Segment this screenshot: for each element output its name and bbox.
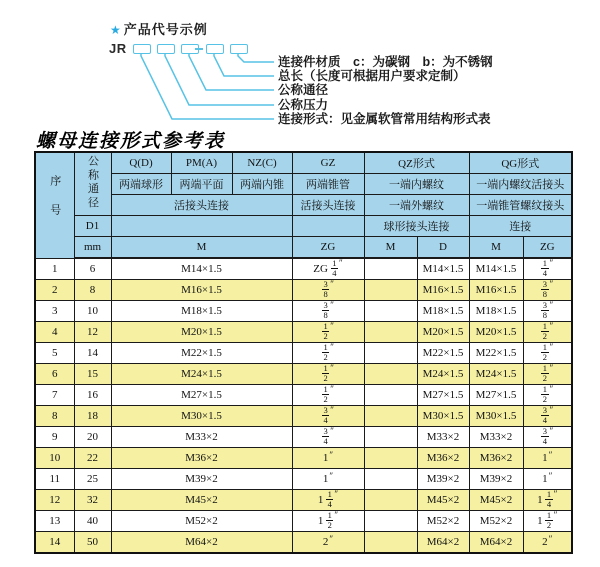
fraction: $\frac{3}{4}$ — [323, 405, 328, 425]
cell-thread-m: M64×2 — [111, 532, 292, 554]
header-row-forms — [35, 152, 572, 174]
header-conn-qz: 一端外螺纹 — [364, 195, 469, 216]
header-d1: D1 — [74, 216, 111, 237]
cell-qg-zg — [523, 343, 572, 364]
cell-qg-m: M33×2 — [469, 427, 523, 448]
fraction: $\frac{1}{4}$ — [546, 489, 552, 509]
fraction: $\frac{3}{8}$ — [323, 300, 328, 320]
cell-qz-d: M14×1.5 — [417, 258, 469, 280]
table-row — [35, 301, 572, 322]
cell-qg-m: M16×1.5 — [469, 280, 523, 301]
fraction: $\frac{1}{4}$ — [327, 489, 332, 509]
header-form-qz: QZ形式 — [364, 152, 469, 174]
cell-qz-m — [364, 301, 417, 322]
cell-qz-m — [364, 406, 417, 427]
cell-dn: 10 — [74, 301, 111, 322]
table-row — [35, 280, 572, 301]
header-mm: mm — [74, 237, 111, 259]
table-row — [35, 448, 572, 469]
header-row-desc — [35, 174, 572, 195]
cell-gz — [292, 364, 364, 385]
cell-qg-m: M45×2 — [469, 490, 523, 511]
header-nominal-diameter: 公称通径 — [74, 152, 111, 216]
cell-qg-m: M18×1.5 — [469, 301, 523, 322]
cell-dn: 20 — [74, 427, 111, 448]
cell-qg-m: M22×1.5 — [469, 343, 523, 364]
header-row-d1 — [35, 216, 572, 237]
cell-qz-m — [364, 364, 417, 385]
cell-qg-m: M36×2 — [469, 448, 523, 469]
cell-qg-m: M20×1.5 — [469, 322, 523, 343]
cell-dn: 8 — [74, 280, 111, 301]
fraction: $\frac{3}{4}$ — [542, 405, 548, 425]
cell-seq: 8 — [35, 406, 74, 427]
table-row — [35, 511, 572, 532]
cell-qg-zg: 1 $\frac{1}{2}$ ″ — [523, 511, 572, 532]
cell-qz-m — [364, 511, 417, 532]
inch-mark: ″ — [549, 342, 554, 352]
cell-qz-d: M20×1.5 — [417, 322, 469, 343]
cell-thread-m: M22×1.5 — [111, 343, 292, 364]
fraction: $\frac{3}{8}$ — [542, 300, 548, 320]
inch-mark: ″ — [549, 258, 554, 268]
cell-thread-m: M45×2 — [111, 490, 292, 511]
fraction: $\frac{3}{4}$ — [323, 426, 328, 446]
inch-mark: ″ — [549, 300, 554, 310]
fraction: $\frac{1}{2}$ — [323, 342, 328, 362]
fraction: $\frac{3}{8}$ — [542, 279, 548, 299]
code-prefix: JR — [109, 41, 127, 56]
inch-mark: ″ — [330, 300, 334, 310]
cell-dn: 40 — [74, 511, 111, 532]
cell-qz-m — [364, 322, 417, 343]
cell-dn: 32 — [74, 490, 111, 511]
cell-seq: 2 — [35, 280, 74, 301]
cell-thread-m: M27×1.5 — [111, 385, 292, 406]
cell-qz-d: M18×1.5 — [417, 301, 469, 322]
cell-seq: 10 — [35, 448, 74, 469]
cell-qz-d: M16×1.5 — [417, 280, 469, 301]
cell-qg-zg — [523, 258, 572, 280]
cell-qz-m — [364, 258, 417, 280]
cell-thread-m: M24×1.5 — [111, 364, 292, 385]
fraction: $\frac{3}{8}$ — [323, 279, 328, 299]
header-desc-qd: 两端球形 — [111, 174, 171, 195]
fraction: $\frac{1}{2}$ — [546, 510, 552, 530]
cell-gz — [292, 385, 364, 406]
cell-gz: 1 $\frac{1}{4}$ ″ — [292, 490, 364, 511]
callout-label-diameter: 公称通径 — [278, 83, 329, 97]
inch-mark: ″ — [548, 471, 553, 481]
cell-dn: 14 — [74, 343, 111, 364]
cell-seq: 13 — [35, 511, 74, 532]
cell-qg-m: M30×1.5 — [469, 406, 523, 427]
fraction: $\frac{1}{2}$ — [323, 363, 328, 383]
fraction: $\frac{1}{2}$ — [323, 384, 328, 404]
inch-mark: ″ — [549, 426, 554, 436]
cell-seq: 9 — [35, 427, 74, 448]
table-row — [35, 490, 572, 511]
cell-qz-d: M33×2 — [417, 427, 469, 448]
fraction: $\frac{1}{4}$ — [542, 258, 548, 278]
inch-mark: ″ — [330, 342, 334, 352]
cell-qz-d: M30×1.5 — [417, 406, 469, 427]
cell-qz-d: M27×1.5 — [417, 385, 469, 406]
cell-qg-m: M14×1.5 — [469, 258, 523, 280]
inch-mark: ″ — [330, 405, 334, 415]
cell-gz: 2″ — [292, 532, 364, 554]
header-desc-qg: 一端内螺纹活接头 — [469, 174, 572, 195]
table-row — [35, 469, 572, 490]
cell-qz-d: M22×1.5 — [417, 343, 469, 364]
cell-dn: 25 — [74, 469, 111, 490]
cell-gz — [292, 406, 364, 427]
cell-qz-d: M52×2 — [417, 511, 469, 532]
inch-mark: ″ — [330, 321, 334, 331]
cell-dn: 18 — [74, 406, 111, 427]
cell-qz-d: M24×1.5 — [417, 364, 469, 385]
cell-gz — [292, 427, 364, 448]
header-desc-qz: 一端内螺纹 — [364, 174, 469, 195]
callout-label-connection: 连接形式：见金属软管常用结构形式表 — [278, 112, 491, 126]
cell-seq: 5 — [35, 343, 74, 364]
fraction: $\frac{1}{2}$ — [542, 384, 548, 404]
inch-mark: ″ — [330, 363, 334, 373]
cell-thread-m: M18×1.5 — [111, 301, 292, 322]
cell-qg-zg — [523, 406, 572, 427]
cell-thread-m: M52×2 — [111, 511, 292, 532]
cell-seq: 3 — [35, 301, 74, 322]
table-row — [35, 258, 572, 280]
table-row — [35, 385, 572, 406]
cell-gz: 1 $\frac{1}{2}$ ″ — [292, 511, 364, 532]
header-unit-qg-zg: ZG — [523, 237, 572, 259]
table-row — [35, 406, 572, 427]
inch-mark: ″ — [330, 426, 334, 436]
header-form-gz: GZ — [292, 152, 364, 174]
inch-mark: ″ — [329, 471, 334, 481]
cell-thread-m: M39×2 — [111, 469, 292, 490]
table-row — [35, 427, 572, 448]
fraction: $\frac{1}{2}$ — [323, 321, 328, 341]
cell-gz — [292, 343, 364, 364]
table-row — [35, 364, 572, 385]
cell-dn: 15 — [74, 364, 111, 385]
fraction: $\frac{1}{2}$ — [327, 510, 332, 530]
cell-qz-d: M45×2 — [417, 490, 469, 511]
cell-seq: 11 — [35, 469, 74, 490]
header-desc-gz: 两端锥管 — [292, 174, 364, 195]
header-conn-qg: 一端锥管螺纹接头 — [469, 195, 572, 216]
cell-dn: 6 — [74, 258, 111, 280]
cell-qg-m: M64×2 — [469, 532, 523, 554]
header-unit-qz-d: D — [417, 237, 469, 259]
cell-seq: 14 — [35, 532, 74, 554]
header-conn2-qz: 球形接头连接 — [364, 216, 469, 237]
cell-qz-m — [364, 427, 417, 448]
header-d1-empty-gz — [292, 216, 364, 237]
page-title: 螺母连接形式参考表 — [36, 131, 226, 152]
callout-label-material: 连接件材质 c：为碳钢 b：为不锈钢 — [278, 55, 493, 69]
header-conn-gz: 活接头连接 — [292, 195, 364, 216]
cell-seq: 1 — [35, 258, 74, 280]
header-form-qd: Q(D) — [111, 152, 171, 174]
cell-qg-zg — [523, 385, 572, 406]
cell-qg-zg — [523, 364, 572, 385]
cell-qz-m — [364, 448, 417, 469]
header-unit-zg: ZG — [292, 237, 364, 259]
header-desc-nzc: 两端内锥 — [232, 174, 292, 195]
table-row — [35, 532, 572, 554]
cell-thread-m: M36×2 — [111, 448, 292, 469]
table-body — [35, 258, 572, 553]
diagram-heading-text: 产品代号示例 — [123, 22, 208, 37]
inch-mark: ″ — [330, 384, 334, 394]
cell-seq: 6 — [35, 364, 74, 385]
fraction: $\frac{1}{2}$ — [542, 363, 548, 383]
header-conn-union: 活接头连接 — [111, 195, 292, 216]
inch-mark: ″ — [338, 258, 343, 268]
header-d1-empty-m — [111, 216, 292, 237]
star-icon: ★ — [110, 23, 122, 37]
cell-qg-zg: 1″ — [523, 469, 572, 490]
header-desc-pma: 两端平面 — [171, 174, 232, 195]
header-unit-qz-m: M — [364, 237, 417, 259]
fraction: $\frac{1}{2}$ — [542, 321, 548, 341]
cell-qz-m — [364, 280, 417, 301]
header-unit-qg-m: M — [469, 237, 523, 259]
inch-mark: ″ — [334, 510, 339, 520]
cell-qg-m: M39×2 — [469, 469, 523, 490]
cell-qg-m: M24×1.5 — [469, 364, 523, 385]
cell-qz-m — [364, 490, 417, 511]
cell-qg-zg — [523, 301, 572, 322]
cell-dn: 12 — [74, 322, 111, 343]
cell-gz — [292, 280, 364, 301]
cell-qz-d: M64×2 — [417, 532, 469, 554]
cell-gz — [292, 301, 364, 322]
cell-thread-m: M16×1.5 — [111, 280, 292, 301]
cell-seq: 4 — [35, 322, 74, 343]
cell-qg-zg: 2″ — [523, 532, 572, 554]
cell-seq: 12 — [35, 490, 74, 511]
header-form-pma: PM(A) — [171, 152, 232, 174]
fraction: $\frac{1}{2}$ — [542, 342, 548, 362]
cell-qz-d: M39×2 — [417, 469, 469, 490]
header-unit-m: M — [111, 237, 292, 259]
cell-qg-zg — [523, 427, 572, 448]
cell-thread-m: M33×2 — [111, 427, 292, 448]
table-row — [35, 322, 572, 343]
inch-mark: ″ — [549, 279, 554, 289]
cell-dn: 16 — [74, 385, 111, 406]
cell-qg-zg: 1 $\frac{1}{4}$ ″ — [523, 490, 572, 511]
cell-qz-m — [364, 532, 417, 554]
header-row-connection — [35, 195, 572, 216]
inch-mark: ″ — [548, 450, 553, 460]
cell-qg-zg — [523, 280, 572, 301]
inch-mark: ″ — [548, 534, 553, 544]
inch-mark: ″ — [549, 363, 554, 373]
fraction: $\frac{1}{4}$ — [332, 258, 337, 278]
cell-gz: ZG $\frac{1}{4}$ ″ — [292, 258, 364, 280]
inch-mark: ″ — [329, 534, 334, 544]
cell-thread-m: M30×1.5 — [111, 406, 292, 427]
inch-mark: ″ — [330, 279, 334, 289]
cell-qg-zg — [523, 322, 572, 343]
inch-mark: ″ — [549, 321, 554, 331]
header-form-qg: QG形式 — [469, 152, 572, 174]
table-row — [35, 343, 572, 364]
cell-dn: 22 — [74, 448, 111, 469]
cell-thread-m: M14×1.5 — [111, 258, 292, 280]
callout-label-pressure: 公称压力 — [278, 98, 329, 112]
header-row-units — [35, 237, 572, 259]
fraction: $\frac{3}{4}$ — [542, 426, 548, 446]
cell-seq: 7 — [35, 385, 74, 406]
header-seq: 序号 — [35, 152, 74, 258]
cell-thread-m: M20×1.5 — [111, 322, 292, 343]
cell-qg-m: M52×2 — [469, 511, 523, 532]
cell-qz-m — [364, 469, 417, 490]
cell-qz-m — [364, 343, 417, 364]
header-conn2-qg: 连接 — [469, 216, 572, 237]
inch-mark: ″ — [549, 405, 554, 415]
inch-mark: ″ — [549, 384, 554, 394]
cell-qg-zg: 1″ — [523, 448, 572, 469]
nut-connection-table — [34, 151, 573, 554]
cell-qg-m: M27×1.5 — [469, 385, 523, 406]
header-form-nzc: NZ(C) — [232, 152, 292, 174]
inch-mark: ″ — [334, 489, 339, 499]
cell-qz-m — [364, 385, 417, 406]
inch-mark: ″ — [553, 489, 558, 499]
inch-mark: ″ — [329, 450, 334, 460]
cell-gz: 1″ — [292, 469, 364, 490]
callout-label-length: 总长（长度可根据用户要求定制） — [278, 69, 466, 83]
inch-mark: ″ — [553, 510, 558, 520]
cell-gz — [292, 322, 364, 343]
cell-gz: 1″ — [292, 448, 364, 469]
cell-qz-d: M36×2 — [417, 448, 469, 469]
cell-dn: 50 — [74, 532, 111, 554]
